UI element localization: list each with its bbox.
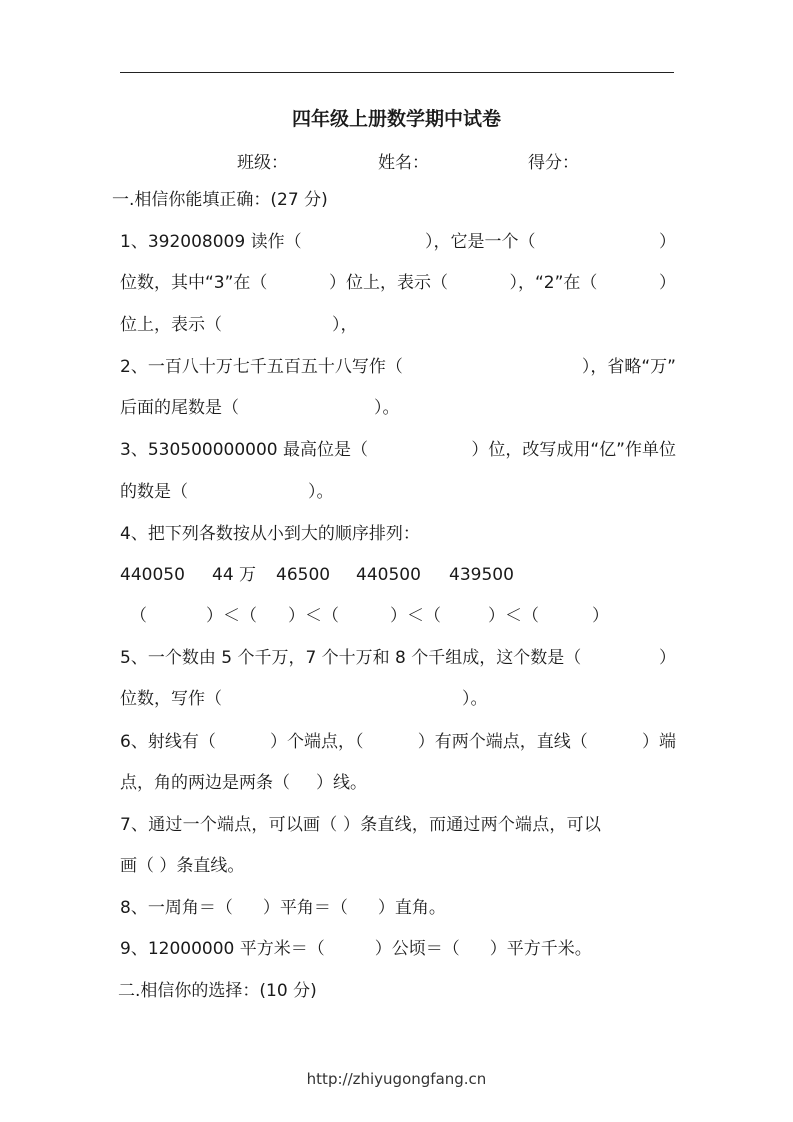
q8-text: ）平角＝（ (262, 898, 348, 918)
q3-text: 3、530500000000 最高位是（ (120, 440, 369, 460)
q1-text: 位数，其中“3”在（ (120, 273, 268, 293)
blank-bracket: （ (130, 606, 147, 626)
page-title: 四年级上册数学期中试卷 (291, 108, 501, 130)
q5-text: ）。 (462, 689, 488, 709)
question-4-comparison (120, 605, 676, 627)
number-item: 44 万 (212, 565, 257, 585)
number-item: 439500 (449, 565, 514, 585)
section-2-heading: 二.相信你的选择：(10 分) (118, 981, 317, 1001)
score-label: 得分： (528, 153, 579, 173)
q2-text: ）。 (374, 398, 400, 418)
q8-text: 8、一周角＝（ (120, 898, 233, 918)
q5-text: ） (659, 648, 676, 668)
question-7-line-2: 画（ ）条直线。 (120, 856, 245, 876)
q6-text: 6、射线有（ (120, 732, 216, 752)
question-2-line-1 (120, 356, 676, 378)
q1-text: ） (658, 232, 676, 252)
question-5-line-1 (120, 647, 676, 669)
number-item: 440050 (120, 565, 185, 585)
q5-text: 5、一个数由 5 个千万，7 个十万和 8 个千组成，这个数是（ (120, 648, 582, 668)
q1-text: ），“2”在（ (509, 273, 598, 293)
question-9-line (120, 938, 676, 960)
question-7-line-1: 7、通过一个端点，可以画（ ）条直线，而通过两个端点，可以 (120, 815, 602, 835)
number-item: 440500 (356, 565, 421, 585)
q6-text: ）端 (641, 732, 676, 752)
q9-text: 9、12000000 平方米＝（ (120, 939, 325, 959)
section-1-heading: 一.相信你能填正确：(27 分) (112, 190, 328, 210)
question-2-line-2 (120, 397, 676, 419)
q9-text: ）公顷＝（ (374, 939, 460, 959)
q1-text: ）位上，表示（ (328, 273, 448, 293)
question-3-line-1 (120, 439, 676, 461)
q8-text: ）直角。 (377, 898, 446, 918)
number-item: 46500 (276, 565, 331, 585)
q6-text: ）个端点，（ (270, 732, 364, 752)
blank-bracket: ）＜（ (390, 606, 441, 626)
q3-text: ）位，改写成用“亿”作单位 (471, 440, 676, 460)
q3-text: ）。 (308, 482, 334, 502)
q1-text: ），它是一个（ (425, 232, 536, 252)
question-4-numbers (120, 564, 676, 586)
q2-text: 2、一百八十万七千五百五十八写作（ (120, 357, 403, 377)
q3-text: 的数是（ (120, 482, 188, 502)
header-rule (120, 72, 674, 73)
question-4-text: 4、把下列各数按从小到大的顺序排列： (120, 524, 420, 544)
class-label: 班级： (237, 153, 288, 173)
blank-bracket: ）＜（ (488, 606, 539, 626)
question-3-line-2 (120, 481, 676, 503)
q1-text: ） (658, 273, 676, 293)
q1-text: 1、392008009 读作（ (120, 232, 302, 252)
q9-text: ）平方千米。 (489, 939, 592, 959)
q2-text: 后面的尾数是（ (120, 398, 239, 418)
question-6-line-1 (120, 731, 676, 753)
q6-text: 点，角的两边是两条（ (120, 773, 290, 793)
question-1-line-3 (120, 314, 676, 336)
question-8-line (120, 897, 676, 919)
question-6-line-2 (120, 772, 676, 794)
q2-text: ），省略“万” (581, 357, 676, 377)
question-1-line-1 (120, 231, 676, 253)
q1-text: ）， (332, 315, 358, 335)
question-5-line-2 (120, 688, 676, 710)
footer-url: http://zhiyugongfang.cn (306, 1070, 487, 1088)
question-1-line-2 (120, 272, 676, 294)
q1-text: 位上，表示（ (120, 315, 222, 335)
blank-bracket: ）＜（ (288, 606, 339, 626)
q6-text: ）有两个端点，直线（ (417, 732, 588, 752)
q5-text: 位数，写作（ (120, 689, 222, 709)
blank-bracket: ）＜（ (206, 606, 257, 626)
name-label: 姓名： (378, 153, 429, 173)
blank-bracket: ） (592, 606, 609, 626)
q6-text: ）线。 (316, 773, 367, 793)
